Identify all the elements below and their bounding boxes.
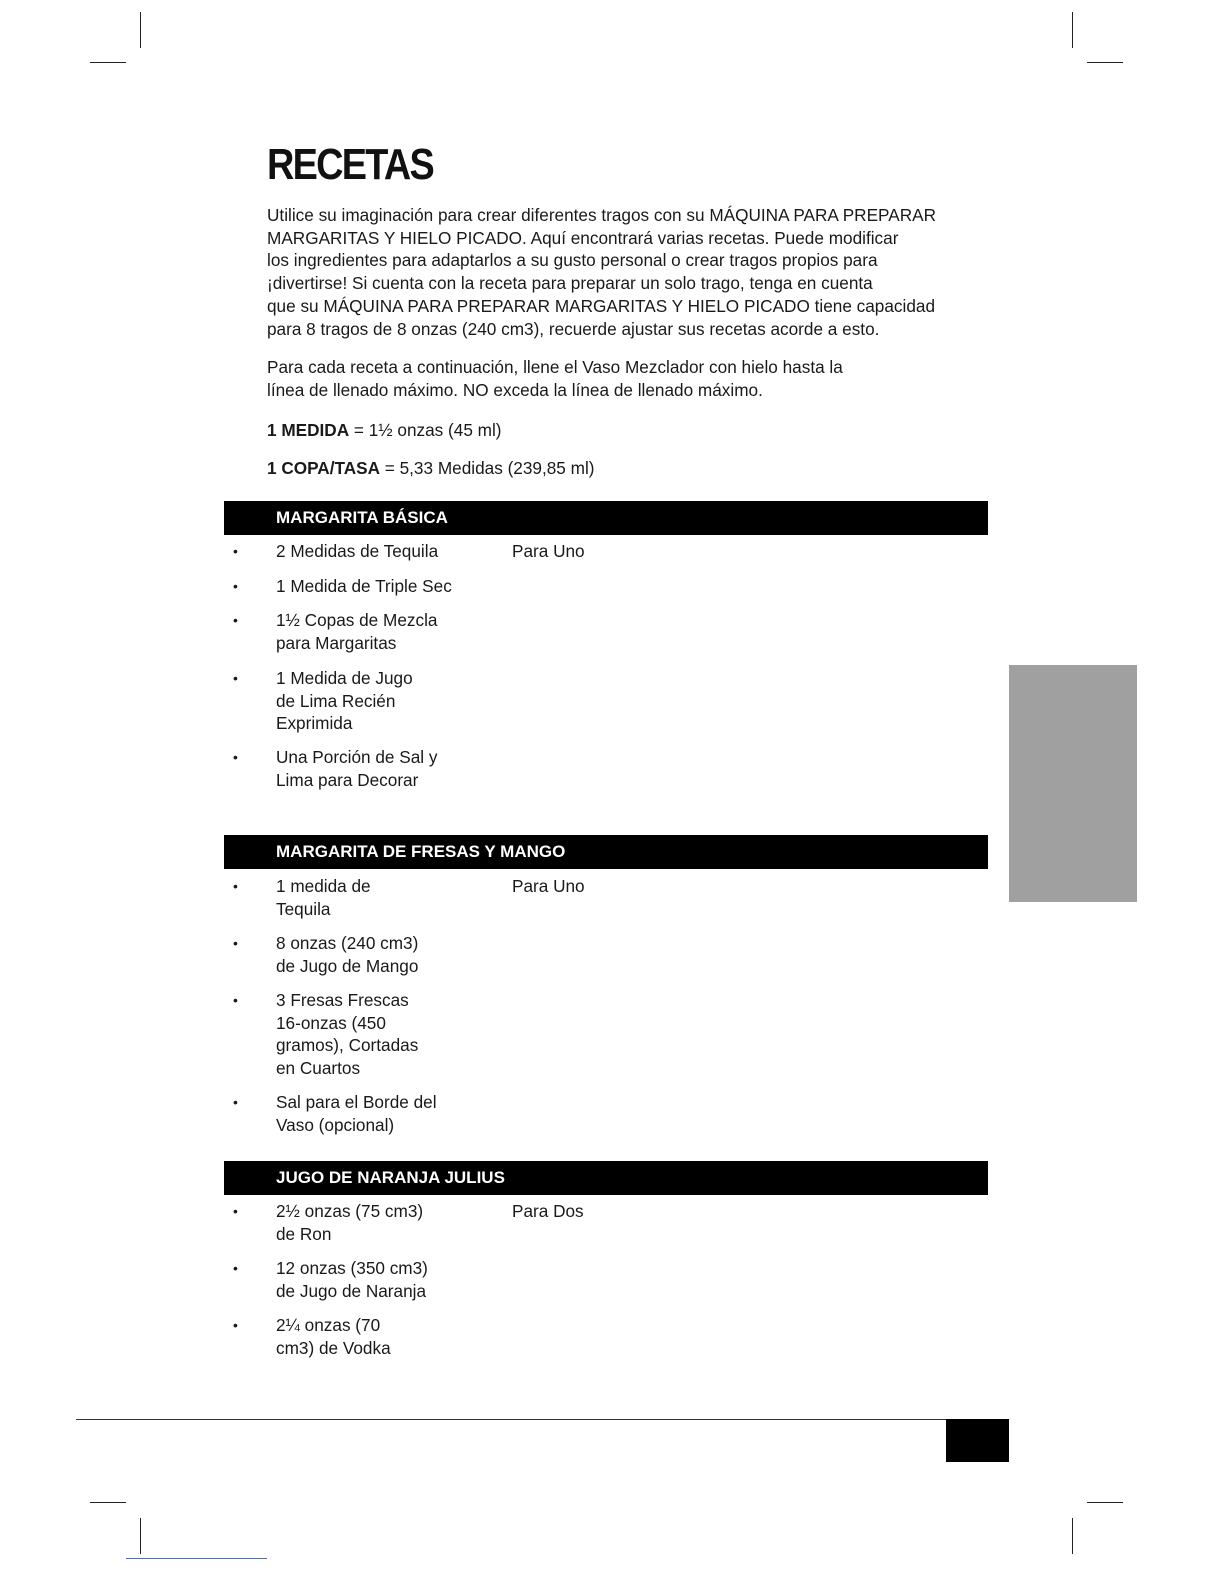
recipe-title: MARGARITA BÁSICA: [276, 508, 448, 527]
equivalence-term: 1 COPA/TASA: [267, 458, 381, 478]
equivalence-copa: [267, 457, 595, 479]
crop-mark: [1087, 1502, 1123, 1503]
page-number-box: [946, 1419, 1009, 1462]
bullet-icon: •: [233, 1094, 238, 1110]
equivalence-value: = 1½ onzas (45 ml): [349, 420, 502, 440]
bullet-icon: •: [233, 612, 238, 628]
equivalence-value: = 5,33 Medidas (239,85 ml): [380, 458, 595, 478]
crop-mark: [1087, 62, 1123, 63]
recipe-header: [224, 835, 988, 869]
intro-paragraph: Utilice su imaginación para crear diferentes tragos con su MÁQUINA PARA PREPARAR MARGARITAS Y HIELO PICADO. Aquí encontrará varias recetas. Puede modificar los ingredientes para adaptarlos a su gusto personal o crear tragos propios para ¡divertirse! Si cuenta con la receta para preparar un solo trago, tenga en cuenta que su MÁQUINA PARA PREPARAR MARGARITAS Y HIELO PICADO tiene capacidad para 8 tragos de 8 onzas (240 cm3), recuerde ajustar sus recetas acorde a esto.: [267, 205, 936, 339]
recipe-header: [224, 1161, 988, 1195]
bullet-icon: •: [233, 670, 238, 686]
ingredient-text: 2 Medidas de Tequila: [276, 541, 439, 561]
bullet-icon: •: [233, 992, 238, 1008]
bullet-icon: •: [233, 1203, 238, 1219]
crop-mark: [90, 1502, 126, 1503]
side-tab: [1009, 665, 1137, 902]
bullet-icon: •: [233, 935, 238, 951]
ingredient-text: 1 Medida de Triple Sec: [276, 576, 452, 596]
footer-link-underline: [126, 1558, 267, 1559]
ingredient-text: 8 onzas (240 cm3) de Jugo de Mango: [276, 933, 419, 976]
ingredient-text: 2½ onzas (75 cm3) de Ron: [276, 1201, 424, 1244]
crop-mark: [140, 1518, 141, 1554]
recipe-title: MARGARITA DE FRESAS Y MANGO: [276, 842, 566, 861]
recipe-serves: Para Uno: [512, 541, 585, 561]
bullet-icon: •: [233, 543, 238, 559]
crop-mark: [1072, 1518, 1073, 1554]
ingredient-text: 1 Medida de Jugo de Lima Recién Exprimida: [276, 668, 413, 734]
ingredient-text: Sal para el Borde del Vaso (opcional): [276, 1092, 437, 1135]
crop-mark: [90, 62, 126, 63]
ingredient-text: 12 onzas (350 cm3) de Jugo de Naranja: [276, 1258, 428, 1301]
ingredient-text: 1 medida de Tequila: [276, 876, 371, 919]
bullet-icon: •: [233, 578, 238, 594]
bullet-icon: •: [233, 749, 238, 765]
ingredient-text: 2¼ onzas (70 cm3) de Vodka: [276, 1315, 391, 1358]
bullet-icon: •: [233, 1317, 238, 1333]
bullet-icon: •: [233, 1260, 238, 1276]
ingredient-text: Una Porción de Sal y Lima para Decorar: [276, 747, 438, 790]
recipe-serves: Para Uno: [512, 876, 585, 896]
bullet-icon: •: [233, 878, 238, 894]
equivalence-medida: [267, 419, 502, 441]
ingredient-text: 1½ Copas de Mezcla para Margaritas: [276, 610, 438, 653]
recipe-title: JUGO DE NARANJA JULIUS: [276, 1168, 505, 1187]
ingredient-text: 3 Fresas Frescas 16-onzas (450 gramos), Cortadas en Cuartos: [276, 990, 419, 1078]
instructions-paragraph: Para cada receta a continuación, llene el Vaso Mezclador con hielo hasta la línea de llenado máximo. NO exceda la línea de llenado máximo.: [267, 357, 843, 400]
crop-mark: [1072, 12, 1073, 48]
footer-rule: [76, 1419, 946, 1420]
page-title: RECETAS: [267, 140, 433, 189]
recipe-serves: Para Dos: [512, 1201, 584, 1221]
equivalence-term: 1 MEDIDA: [267, 420, 350, 440]
crop-mark: [140, 12, 141, 48]
recipe-header: [224, 501, 988, 535]
